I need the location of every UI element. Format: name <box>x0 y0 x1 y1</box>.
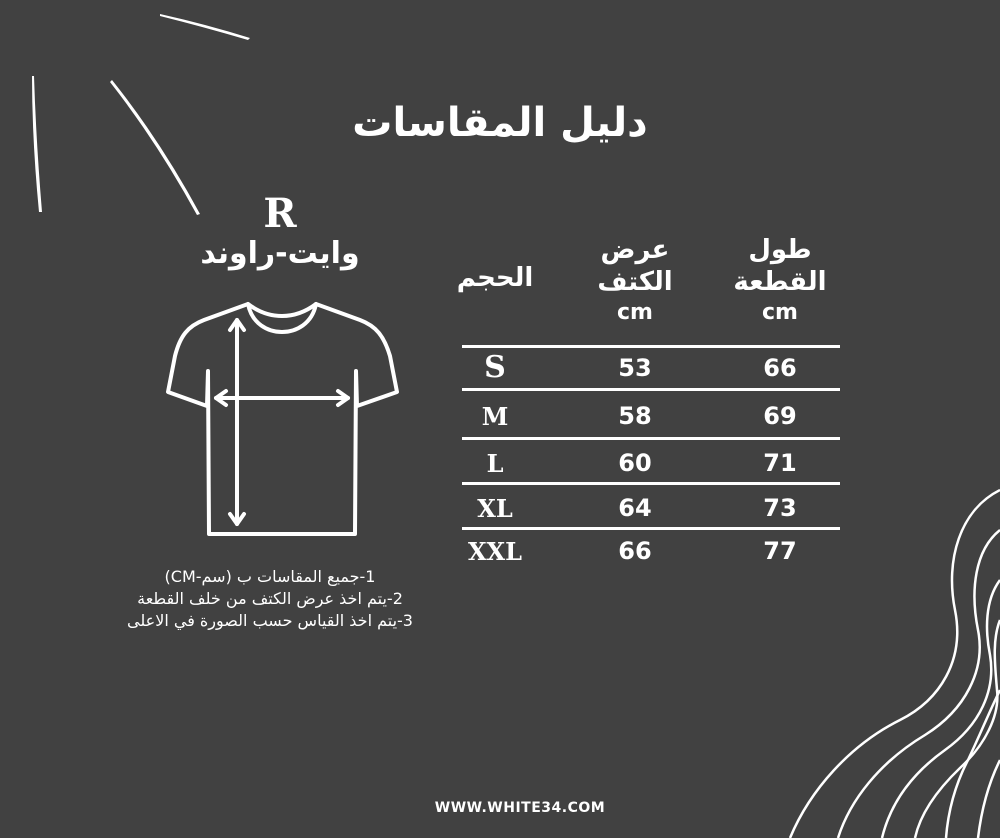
size-cell: S <box>484 350 506 385</box>
size-cell: L <box>486 449 504 478</box>
note-2: 2-يتم اخذ عرض الكتف من خلف القطعة <box>137 589 403 608</box>
shoulder-cell: 60 <box>618 449 652 477</box>
length-cell: 66 <box>763 354 797 382</box>
size-cell: XL <box>477 494 513 523</box>
shoulder-cell: 66 <box>618 537 652 565</box>
size-cell: XXL <box>467 537 523 566</box>
header-length <box>730 234 830 328</box>
header-size-label: الحجم <box>456 263 534 293</box>
header-shoulder-unit: cm <box>617 300 653 325</box>
header-shoulder <box>585 234 685 328</box>
length-cell: 73 <box>763 494 797 522</box>
shoulder-cell: 64 <box>618 494 652 522</box>
length-cell: 69 <box>763 402 797 430</box>
website-footer: WWW.WHITE34.COM <box>434 800 606 816</box>
product-code: R <box>263 190 297 237</box>
header-length-line2: القطعة <box>733 267 827 297</box>
header-shoulder-line1: عرض <box>600 235 670 265</box>
product-name: وايت-راوند <box>200 236 360 271</box>
size-cell: M <box>481 402 509 431</box>
note-1: 1-جميع المقاسات ب (سم-CM) <box>164 567 376 586</box>
header-shoulder-line2: الكتف <box>597 267 673 297</box>
table-divider <box>462 345 840 348</box>
table-divider <box>462 437 840 440</box>
header-length-line1: طول <box>748 235 812 265</box>
header-length-unit: cm <box>762 300 798 325</box>
note-3: 3-يتم اخذ القياس حسب الصورة في الاعلى <box>127 611 413 630</box>
header-size <box>445 262 545 294</box>
table-divider <box>462 527 840 530</box>
tshirt-measurement-icon <box>160 296 405 538</box>
measurement-notes <box>100 566 440 632</box>
table-divider <box>462 388 840 391</box>
page-title: دليل المقاسات <box>352 100 648 146</box>
shoulder-cell: 58 <box>618 402 652 430</box>
length-cell: 77 <box>763 537 797 565</box>
shoulder-cell: 53 <box>618 354 652 382</box>
length-cell: 71 <box>763 449 797 477</box>
table-divider <box>462 482 840 485</box>
